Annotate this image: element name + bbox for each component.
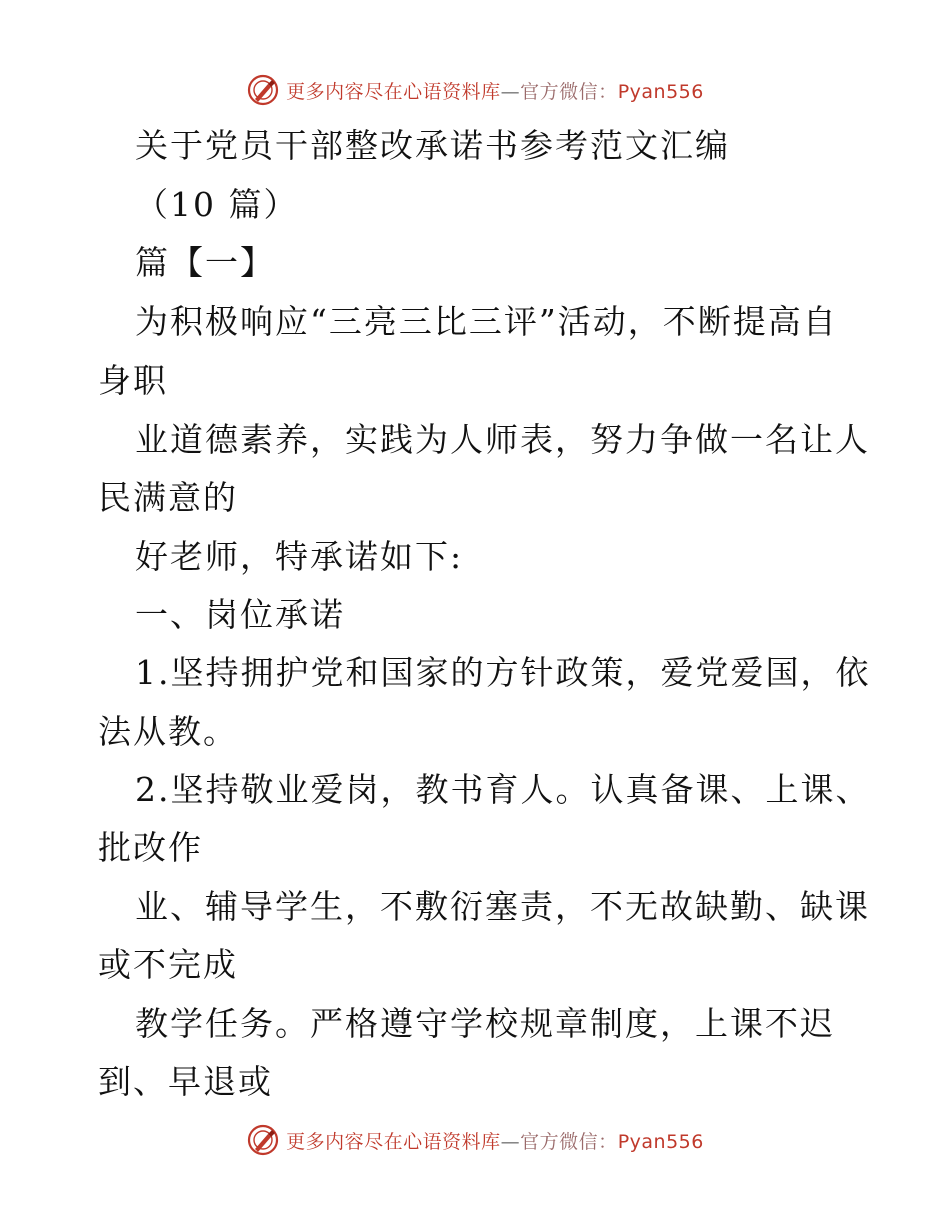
pen-logo-icon: [246, 1123, 280, 1157]
paragraph-line: 民满意的: [98, 478, 238, 517]
paragraph-line: 业、辅导学生，不敷衍塞责，不无故缺勤、缺课: [135, 887, 870, 926]
pen-logo-icon: [246, 73, 280, 107]
watermark-text: [286, 1127, 704, 1154]
paragraph-line: 到、早退或: [98, 1062, 273, 1101]
paragraph-line: 好老师，特承诺如下:: [135, 537, 464, 576]
watermark-text: [286, 77, 704, 104]
paragraph-line: 法从教。: [98, 712, 238, 751]
watermark-separator: —: [500, 80, 521, 103]
paragraph-line: 一、岗位承诺: [135, 595, 345, 634]
watermark-brand: 更多内容尽在心语资料库: [286, 1130, 501, 1153]
header-watermark-banner: [0, 68, 950, 112]
document-subtitle: （10 篇）: [135, 185, 299, 224]
paragraph-line: 教学任务。严格遵守学校规章制度，上课不迟: [135, 1004, 835, 1043]
paragraph-line: 业道德素养，实践为人师表，努力争做一名让人: [135, 420, 870, 459]
paragraph-line: 为积极响应“三亮三比三评”活动，不断提高自: [135, 302, 838, 341]
watermark-wechat-label: 官方微信：: [520, 1130, 618, 1153]
footer-watermark-banner: [0, 1118, 950, 1162]
paragraph-line: 或不完成: [98, 945, 238, 984]
document-title: 关于党员干部整改承诺书参考范文汇编: [135, 126, 730, 165]
watermark-brand: 更多内容尽在心语资料库: [286, 80, 501, 103]
watermark-wechat-id: Pyan556: [617, 1130, 704, 1153]
watermark-wechat-label: 官方微信：: [520, 80, 618, 103]
watermark-wechat-id: Pyan556: [617, 80, 704, 103]
paragraph-line: 批改作: [98, 828, 203, 867]
paragraph-line: 2.坚持敬业爱岗，教书育人。认真备课、上课、: [135, 770, 871, 809]
paragraph-line: 身职: [98, 361, 168, 400]
watermark-separator: —: [500, 1130, 521, 1153]
section-heading: 篇【一】: [135, 243, 275, 282]
paragraph-line: 1.坚持拥护党和国家的方针政策，爱党爱国，依: [135, 653, 871, 692]
